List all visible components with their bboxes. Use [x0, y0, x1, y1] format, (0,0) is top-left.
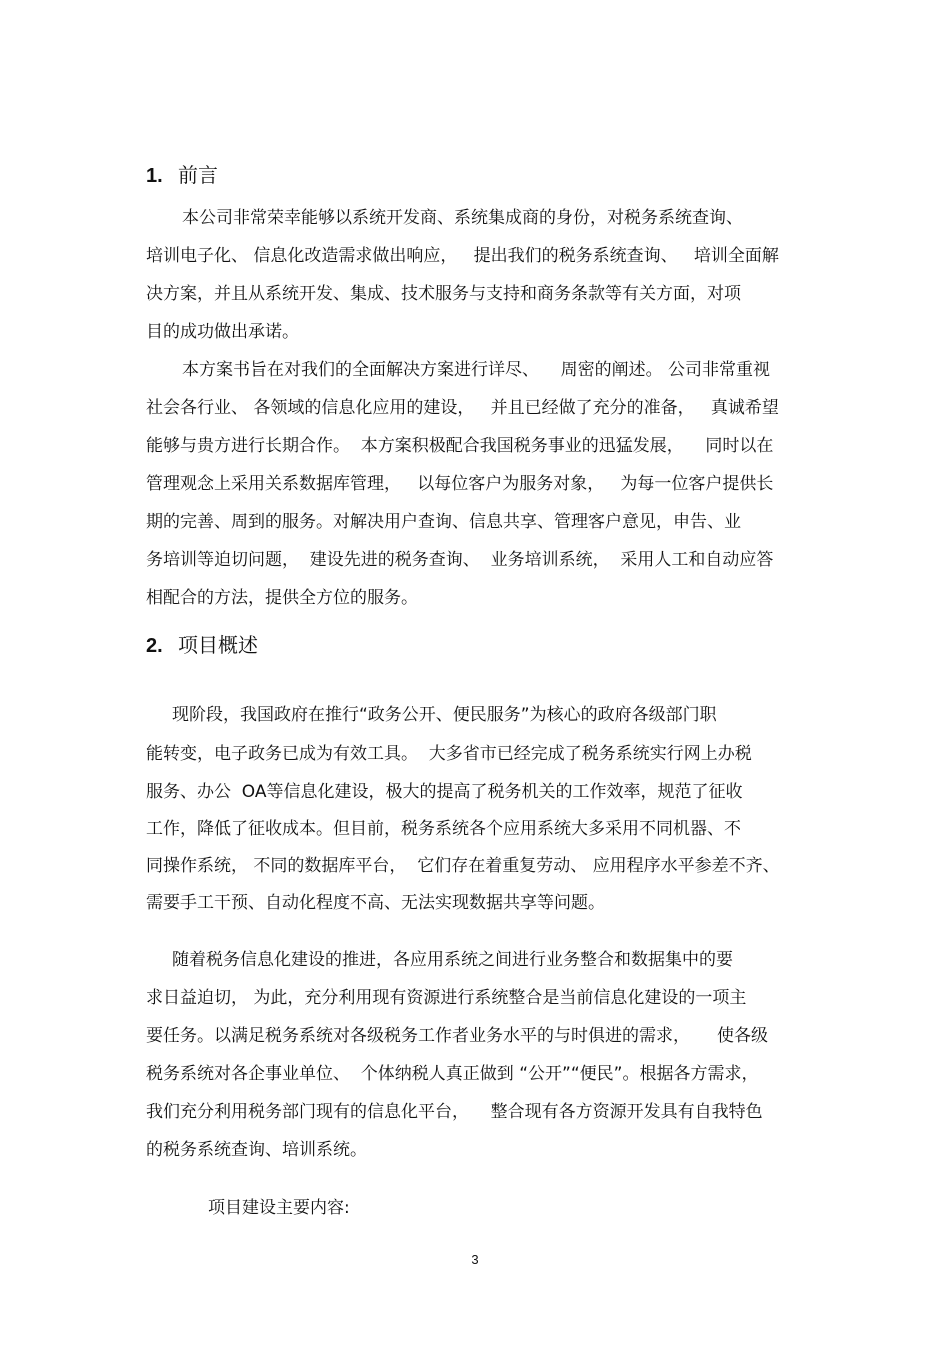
paragraph-line: 需要手工干预、自动化程度不高、无法实现数据共享等问题。: [146, 893, 605, 913]
paragraph-line: 工作，降低了征收成本。但目前，税务系统各个应用系统大多采用不同机器、不: [146, 819, 741, 839]
paragraph-line: 求日益迫切， 为此，充分利用现有资源进行系统整合是当前信息化建设的一项主: [146, 988, 747, 1008]
paragraph-line: 相配合的方法，提供全方位的服务。: [146, 588, 418, 608]
paragraph-line: 我们充分利用税务部门现有的信息化平台， 整合现有各方资源开发具有自我特色: [146, 1102, 763, 1122]
paragraph-line: 的税务系统查询、培训系统。: [146, 1140, 367, 1160]
paragraph-line: 社会各行业、 各领域的信息化应用的建设， 并且已经做了充分的准备， 真诚希望: [146, 398, 779, 418]
paragraph-line: 要任务。以满足税务系统对各级税务工作者业务水平的与时俱进的需求， 使各级: [146, 1026, 769, 1046]
paragraph-line: 随着税务信息化建设的推进，各应用系统之间进行业务整合和数据集中的要: [172, 950, 733, 970]
subheading: 项目建设主要内容:: [208, 1198, 350, 1218]
paragraph-line: 目的成功做出承诺。: [146, 322, 299, 342]
paragraph-line: 税务系统对各企事业单位、 个体纳税人真正做到 “公开”“便民”。根据各方需求，: [146, 1064, 759, 1084]
section-title: 前言: [178, 163, 218, 187]
paragraph-line: 本公司非常荣幸能够以系统开发商、系统集成商的身份，对税务系统查询、: [182, 208, 743, 228]
section-number: 1.: [146, 165, 163, 187]
paragraph-line: 能转变，电子政务已成为有效工具。 大多省市已经完成了税务系统实行网上办税: [146, 744, 752, 764]
paragraph-line: 服务、办公 OA等信息化建设，极大的提高了税务机关的工作效率，规范了征收: [146, 782, 743, 802]
paragraph-line: 本方案书旨在对我们的全面解决方案进行详尽、 周密的阐述。 公司非常重视: [182, 360, 771, 380]
section-heading-1: [146, 162, 218, 189]
section-title: 项目概述: [178, 633, 258, 657]
page-number: 3: [471, 1252, 479, 1267]
paragraph-line: 同操作系统， 不同的数据库平台， 它们存在着重复劳动、 应用程序水平参差不齐、: [146, 856, 780, 876]
paragraph-line: 现阶段，我国政府在推行“政务公开、便民服务”为核心的政府各级部门职: [172, 705, 717, 725]
section-number: 2.: [146, 635, 163, 657]
paragraph-line: 培训电子化、 信息化改造需求做出响应， 提出我们的税务系统查询、 培训全面解: [146, 246, 779, 266]
paragraph-line: 管理观念上采用关系数据库管理， 以每位客户为服务对象， 为每一位客户提供长: [146, 474, 774, 494]
paragraph-line: 期的完善、周到的服务。对解决用户查询、信息共享、管理客户意见，申告、业: [146, 512, 741, 532]
paragraph-line: 务培训等迫切问题， 建设先进的税务查询、 业务培训系统， 采用人工和自动应答: [146, 550, 774, 570]
section-heading-2: [146, 632, 258, 659]
paragraph-line: 决方案，并且从系统开发、集成、技术服务与支持和商务条款等有关方面，对项: [146, 284, 741, 304]
paragraph-line: 能够与贵方进行长期合作。 本方案积极配合我国税务事业的迅猛发展， 同时以在: [146, 436, 774, 456]
